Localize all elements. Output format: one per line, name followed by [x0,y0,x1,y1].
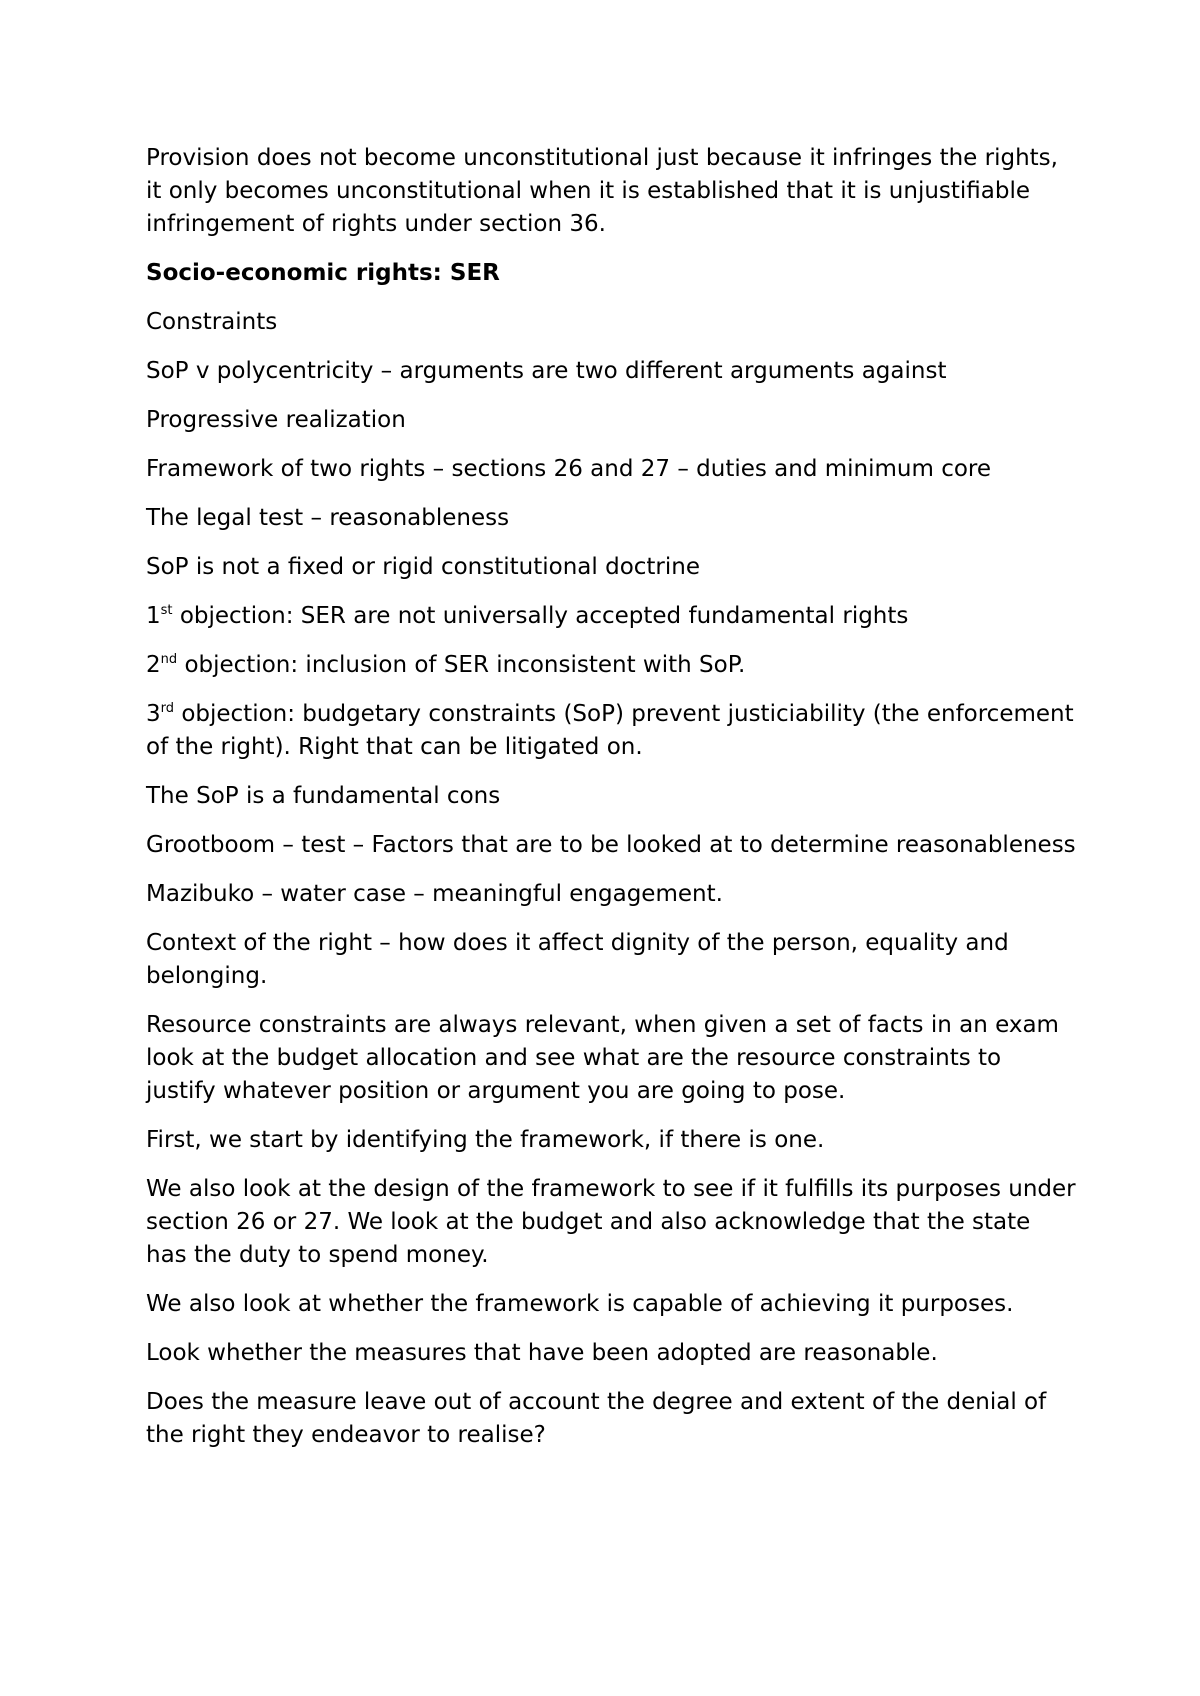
paragraph-context-of-right: Context of the right – how does it affect dignity of the person, equality and belonging. [146,930,1009,989]
paragraph-grootboom: Grootboom – test – Factors that are to be looked at to determine reasonableness [146,832,1076,858]
paragraph-sop-not-fixed: SoP is not a fixed or rigid constitutional doctrine [146,554,700,580]
paragraph-identify-framework: First, we start by identifying the framework, if there is one. [146,1127,825,1153]
paragraph-constraints: Constraints [146,309,278,335]
paragraph-framework-two-rights: Framework of two rights – sections 26 and 27 – duties and minimum core [146,456,992,482]
paragraph-framework-capable: We also look at whether the framework is capable of achieving it purposes. [146,1291,1014,1317]
paragraph-design-of-framework: We also look at the design of the framework to see if it fulfills its purposes under section 26 or 27. We look at the budget and also acknowledge that the state has the duty to spend money. [146,1176,1076,1268]
objection-number: 1 [146,603,161,629]
paragraph-resource-constraints: Resource constraints are always relevant, when given a set of facts in an exam look at the budget allocation and see what are the resource constraints to justify whatever position or argument you are going to pose. [146,1012,1059,1104]
paragraph-sop-fundamental: The SoP is a fundamental cons [146,783,501,809]
paragraph-provision: Provision does not become unconstitutional just because it infringes the rights, it only becomes unconstitutional when it is established that it is unjustifiable infringement of rights under section 36. [146,145,1058,237]
paragraph-objection-3 [146,698,1076,764]
paragraph-sop-polycentricity: SoP v polycentricity – arguments are two different arguments against [146,358,947,384]
objection-number: 3 [146,701,161,727]
paragraph-denial-of-right: Does the measure leave out of account the degree and extent of the denial of the right they endeavor to realise? [146,1389,1047,1448]
paragraph-objection-1 [146,600,1076,633]
objection-text: objection: budgetary constraints (SoP) prevent justiciability (the enforcement of the right). Right that can be litigated on. [146,701,1074,760]
ordinal-suffix: nd [160,652,178,667]
ordinal-suffix: rd [160,701,175,716]
document-page [146,142,1076,1468]
heading-socio-economic-rights: Socio-economic rights: SER [146,260,500,286]
paragraph-legal-test: The legal test – reasonableness [146,505,510,531]
paragraph-objection-2 [146,649,1076,682]
objection-text: objection: SER are not universally accepted fundamental rights [172,603,909,629]
ordinal-suffix: st [160,603,173,618]
paragraph-progressive-realization: Progressive realization [146,407,406,433]
paragraph-mazibuko: Mazibuko – water case – meaningful engagement. [146,881,723,907]
objection-text: objection: inclusion of SER inconsistent with SoP. [177,652,746,678]
objection-number: 2 [146,652,161,678]
paragraph-measures-reasonable: Look whether the measures that have been adopted are reasonable. [146,1340,938,1366]
